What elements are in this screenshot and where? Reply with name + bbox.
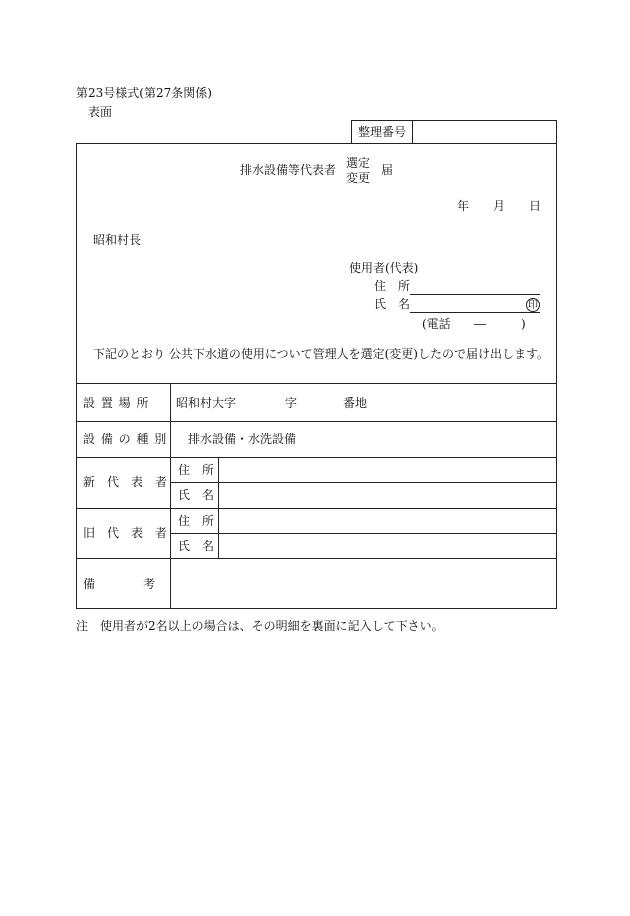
addressee: 昭和村長 [93, 233, 142, 247]
remarks-label: 備 考 [83, 577, 156, 591]
applicant-name-line[interactable] [410, 312, 540, 313]
new-rep-address-label: 住 所 [178, 463, 215, 477]
date-month: 月 [493, 199, 506, 213]
reference-number-label: 整理番号 [358, 125, 407, 139]
location-prefix: 昭和村大字 [176, 396, 237, 410]
equipment-type-label: 設 備 の 種 別 [83, 432, 168, 446]
date-day: 日 [529, 199, 542, 213]
location-label: 設 置 場 所 [83, 396, 150, 410]
applicant-address-line[interactable] [410, 294, 540, 295]
new-rep-name-label: 氏 名 [178, 488, 215, 502]
form-title: 排水設備等代表者 [240, 163, 337, 177]
form-number: 第23号様式(第27条関係) [76, 86, 212, 100]
title-suffix: 届 [381, 163, 394, 177]
location-aza: 字 [285, 396, 298, 410]
applicant-label: 使用者(代表) [349, 261, 419, 275]
new-rep-label: 新 代 表 者 [83, 475, 168, 489]
phone-close: ) [521, 317, 526, 331]
old-rep-label: 旧 代 表 者 [83, 526, 168, 540]
old-rep-address-label: 住 所 [178, 514, 215, 528]
seal-mark: 印 [528, 300, 538, 311]
page-side-label: 表面 [88, 105, 113, 119]
statement-text: 下記のとおり 公共下水道の使用について管理人を選定(変更)したので届け出します。 [93, 347, 549, 361]
phone-label: (電話 [422, 317, 451, 331]
title-option-change: 変更 [346, 171, 371, 185]
old-rep-name-label: 氏 名 [178, 539, 215, 553]
location-banchi: 番地 [343, 396, 368, 410]
applicant-address-label: 住 所 [374, 279, 411, 293]
title-option-select: 選定 [346, 156, 371, 170]
date-year: 年 [457, 199, 470, 213]
applicant-name-label: 氏 名 [374, 297, 411, 311]
footnote: 注 使用者が2名以上の場合は、その明細を裏面に記入して下さい。 [76, 619, 444, 633]
phone-dash: ― [474, 317, 486, 331]
equipment-type-value: 排水設備・水洗設備 [188, 432, 297, 446]
